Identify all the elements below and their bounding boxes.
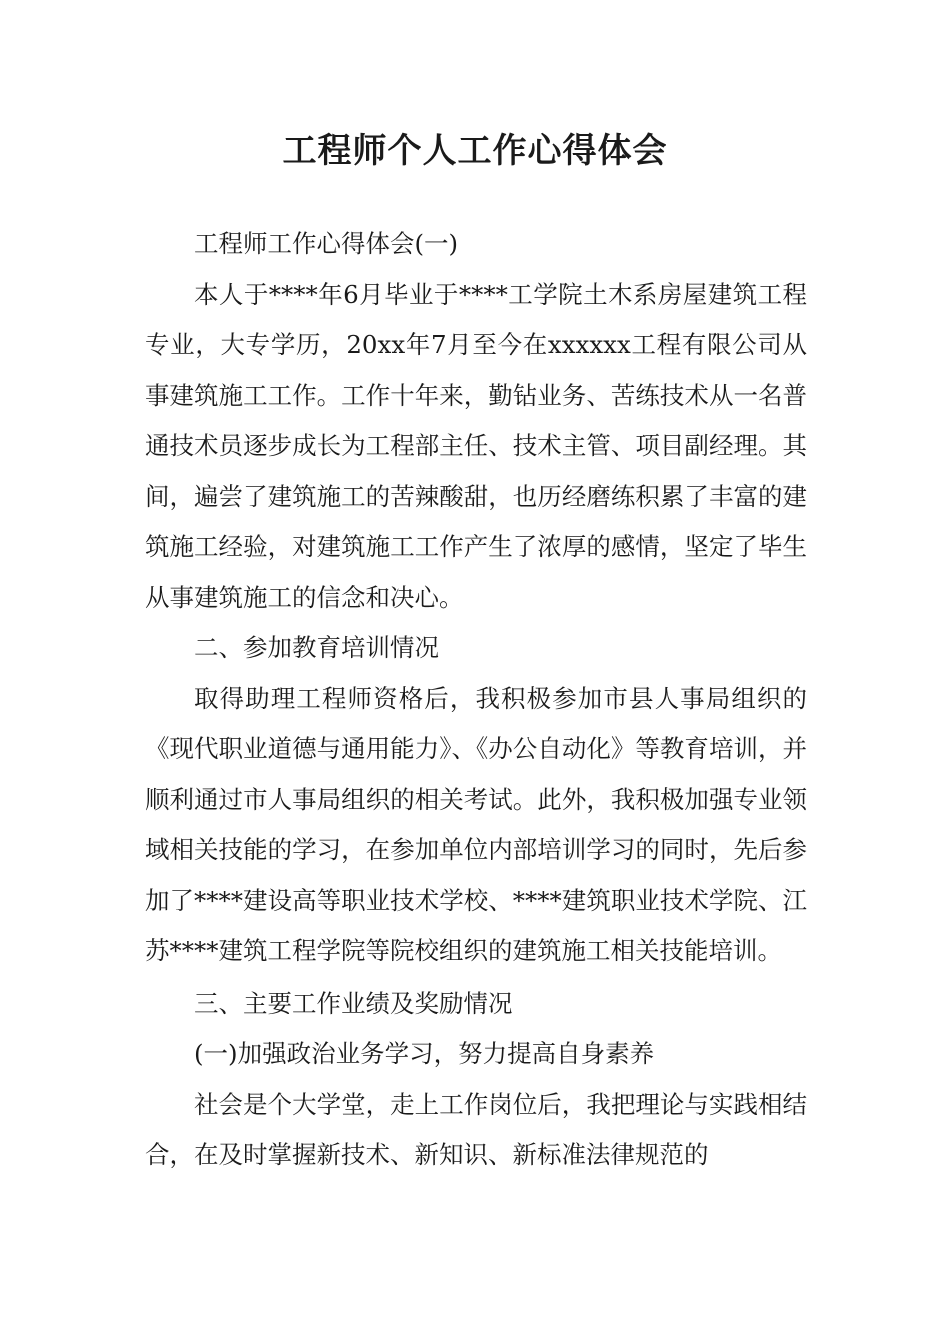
document-body <box>145 219 807 1181</box>
subheading-political-study: (一)加强政治业务学习，努力提高自身素养 <box>194 1039 655 1068</box>
section-heading-part-one: 工程师工作心得体会(一) <box>194 229 459 258</box>
section-heading-achievements: 三、主要工作业绩及奖励情况 <box>194 988 513 1018</box>
paragraph-training: 取得助理工程师资格后，我积极参加市县人事局组织的《现代职业道德与通用能力》、《办公自动化》等教育培训，并顺利通过市人事局组织的相关考试。此外，我积极加强专业领域相关技能的学习，在参加单位内部培训学习的同时，先后参加了****建设高等职业技术学校、****建筑职业技术学院、江苏****建筑工程学院等院校组织的建筑施工相关技能培训。 <box>145 683 807 965</box>
section-heading-training: 二、参加教育培训情况 <box>194 633 439 662</box>
paragraph-background: 本人于****年6月毕业于****工学院土木系房屋建筑工程专业，大专学历，20xx年7月至今在xxxxxx工程有限公司从事建筑施工工作。工作十年来，勤钻业务、苦练技术从一名普通技术员逐步成长为工程部主任、技术主管、项目副经理。其间，遍尝了建筑施工的苦辣酸甜，也历经磨练积累了丰富的建筑施工经验，对建筑施工工作产生了浓厚的感情，坚定了毕生从事建筑施工的信念和决心。 <box>145 279 807 612</box>
paragraph-practice: 社会是个大学堂，走上工作岗位后，我把理论与实践相结合，在及时掌握新技术、新知识、新标准法律规范的 <box>145 1089 807 1169</box>
document-title: 工程师个人工作心得体会 <box>282 131 668 171</box>
